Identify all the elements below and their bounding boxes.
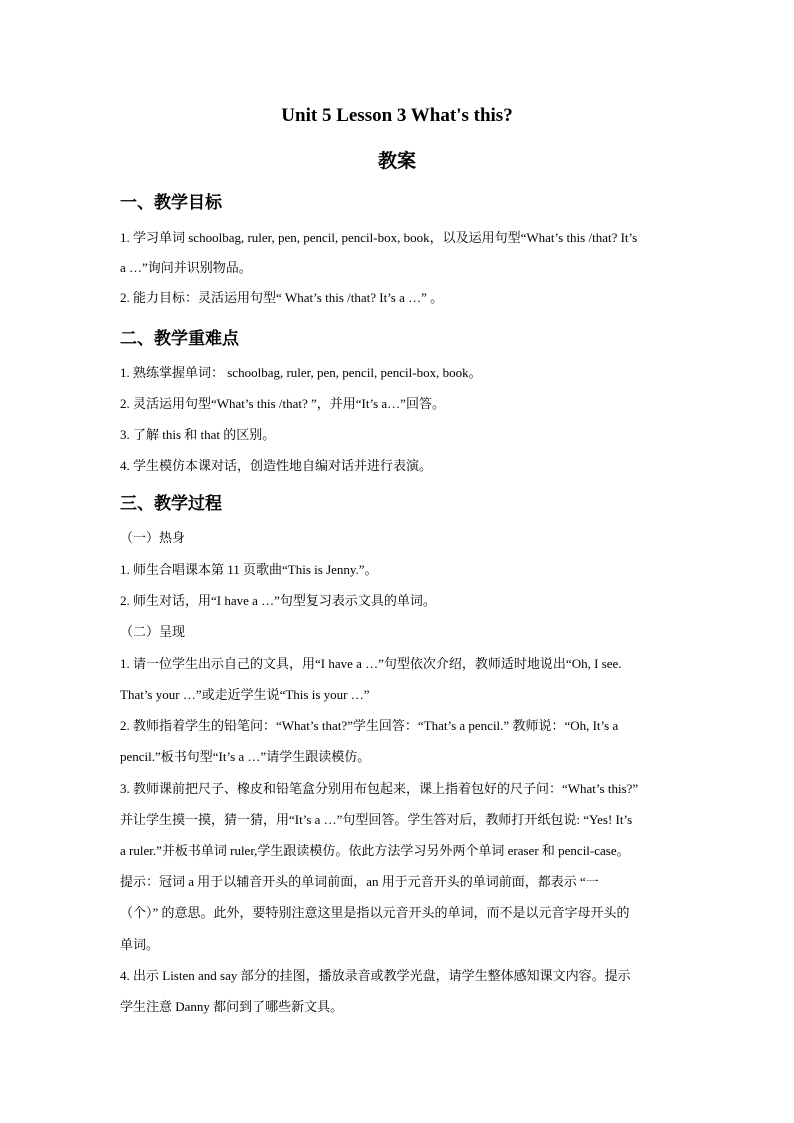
text-line: 1. 师生合唱课本第 11 页歌曲“This is Jenny.”。 (120, 562, 378, 577)
text-line: 1. 请一位学生出示自己的文具，用“I have a …”句型依次介绍，教师适时地说出“Oh, I see. (120, 656, 622, 671)
text-line: That’s your …”或走近学生说“This is your …” (120, 687, 370, 702)
text-line: 2. 能力目标：灵活运用句型“ What’s this /that? It’s a …” 。 (120, 290, 444, 305)
text-line: 2. 教师指着学生的铅笔问：“What’s that?”学生回答：“That’s a pencil.” 教师说：“Oh, It’s a (120, 718, 619, 733)
text-line: a …”询问并识别物品。 (120, 260, 252, 275)
section-heading: 二、教学重难点 (120, 329, 239, 349)
text-line: 提示：冠词 a 用于以辅音开头的单词前面，an 用于元音开头的单词前面，都表示 “一 (120, 874, 599, 889)
text-line: 4. 学生模仿本课对话，创造性地自编对话并进行表演。 (120, 458, 433, 473)
text-line: 1. 熟练掌握单词： schoolbag, ruler, pen, pencil, pencil-box, book。 (120, 365, 482, 380)
text-line: 3. 教师课前把尺子、橡皮和铅笔盒分别用布包起来，课上指着包好的尺子问：“What’s this?” (120, 781, 639, 796)
text-line: （一）热身 (120, 530, 186, 545)
document-subtitle: 教案 (377, 150, 416, 172)
text-line: 学生注意 Danny 都问到了哪些新文具。 (120, 999, 344, 1014)
document-title: Unit 5 Lesson 3 What's this? (281, 105, 513, 126)
text-line: 3. 了解 this 和 that 的区别。 (120, 427, 276, 442)
text-line: 4. 出示 Listen and say 部分的挂图，播放录音或教学光盘，请学生整体感知课文内容。提示 (120, 968, 631, 983)
text-line: 2. 灵活运用句型“What’s this /that? ”，并用“It’s a…”回答。 (120, 396, 445, 411)
text-line: 1. 学习单词 schoolbag, ruler, pen, pencil, pencil-box, book，以及运用句型“What’s this /that? It’s (120, 230, 638, 245)
section-heading: 一、教学目标 (120, 193, 222, 213)
text-line: 并让学生摸一摸，猜一猜，用“It’s a …”句型回答。学生答对后，教师打开纸包说: “Yes! It’s (120, 812, 633, 827)
text-line: a ruler.”并板书单词 ruler,学生跟读模仿。依此方法学习另外两个单词 eraser 和 pencil-case。 (120, 843, 630, 858)
text-line: 2. 师生对话，用“I have a …”句型复习表示文具的单词。 (120, 593, 436, 608)
text-line: pencil.”板书句型“It’s a …”请学生跟读模仿。 (120, 749, 371, 764)
section-heading: 三、教学过程 (120, 494, 222, 514)
text-line: （个）” 的意思。此外，要特别注意这里是指以元音开头的单词，而不是以元音字母开头的 (120, 905, 630, 920)
text-line: （二）呈现 (120, 624, 186, 639)
text-line: 单词。 (120, 937, 160, 952)
